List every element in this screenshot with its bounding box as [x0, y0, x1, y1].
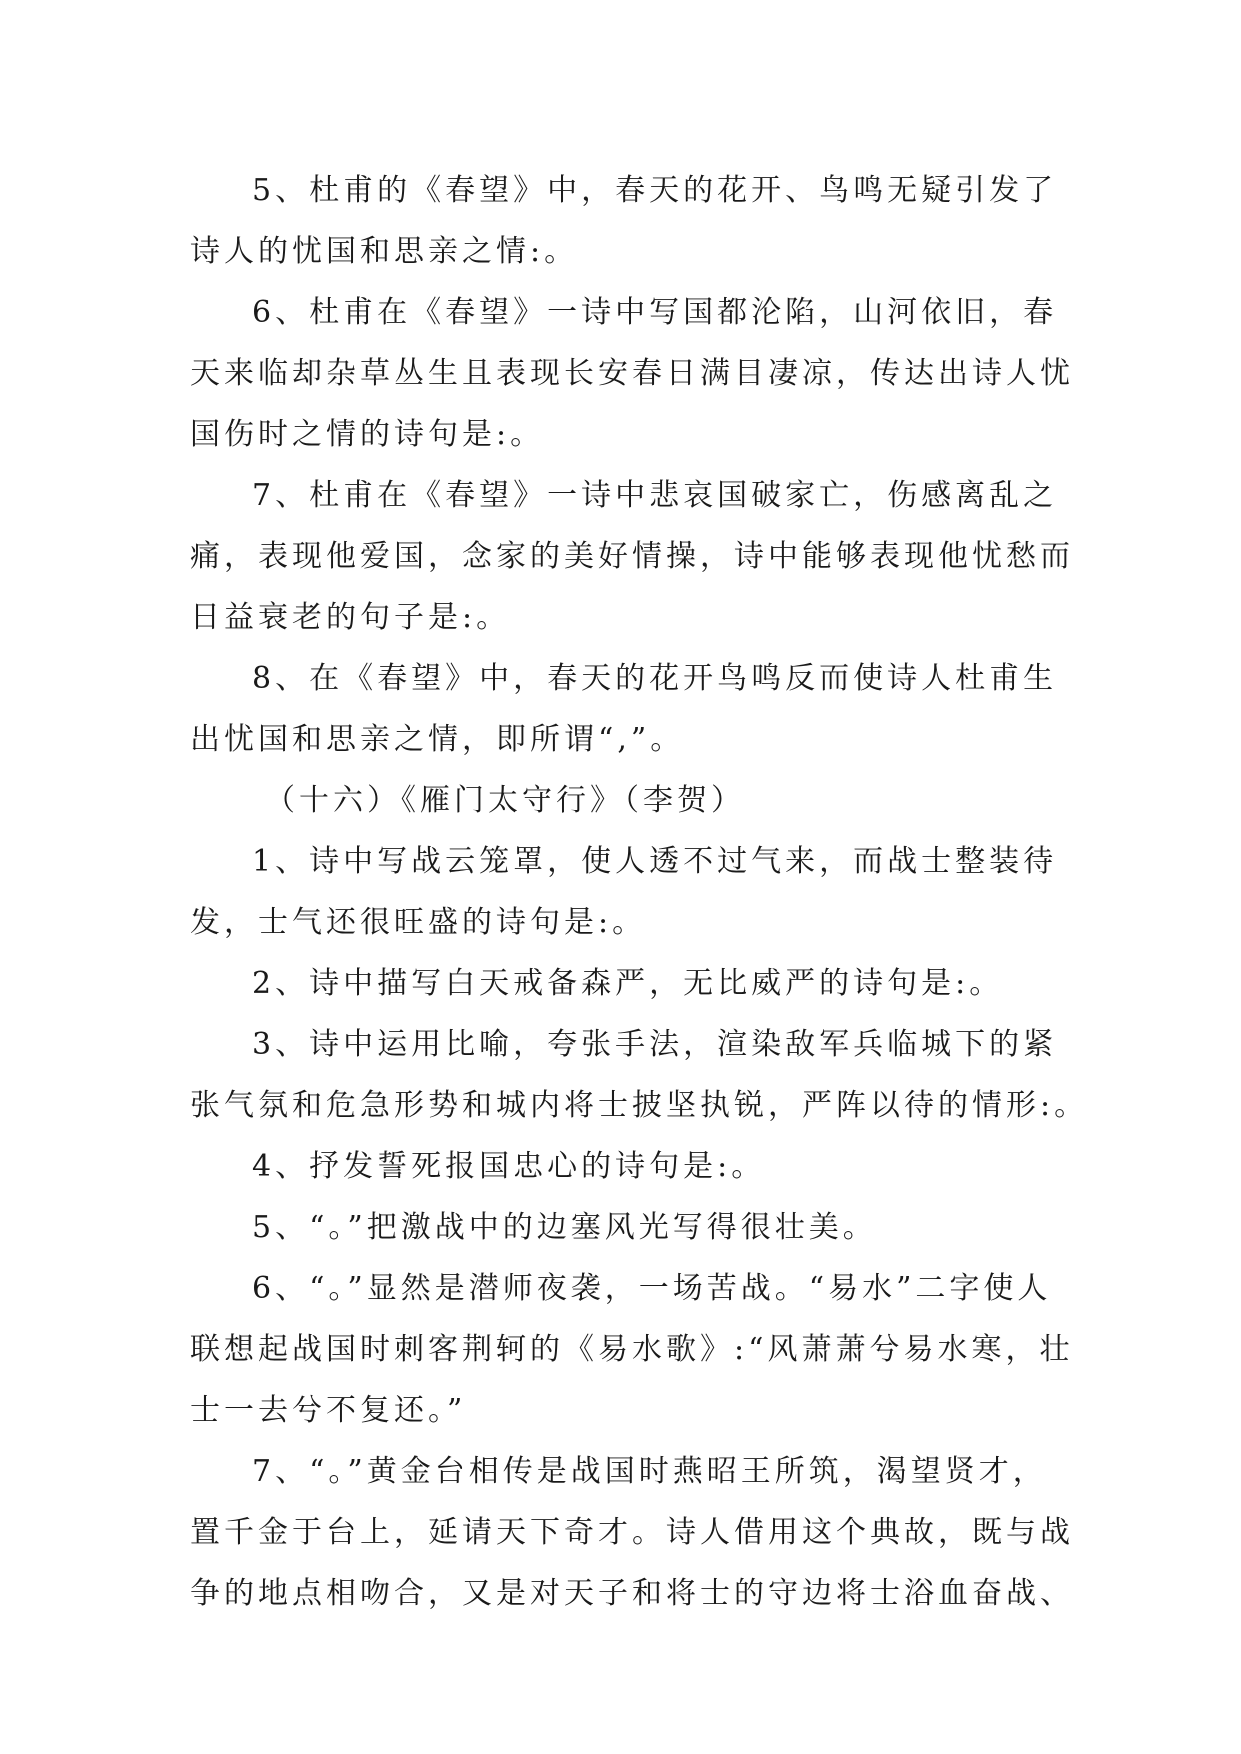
text-line: 痛，表现他爱国，念家的美好情操，诗中能够表现他忧愁而	[190, 539, 1074, 574]
text-line: 国伤时之情的诗句是:。	[190, 417, 545, 452]
question-paragraph	[190, 953, 1060, 1014]
text-line: 3、诗中运用比喻，夸张手法，渲染敌军兵临城下的紧	[252, 1027, 1058, 1062]
text-line: 1、诗中写战云笼罩，使人透不过气来，而战士整装待	[252, 844, 1058, 879]
text-line: 发，士气还很旺盛的诗句是:。	[190, 905, 647, 940]
text-line: 置千金于台上，延请天下奇才。诗人借用这个典故，既与战	[190, 1515, 1074, 1550]
text-line: 张气氛和危急形势和城内将士披坚执锐，严阵以待的情形:。	[190, 1088, 1089, 1123]
text-line: 诗人的忧国和思亲之情:。	[190, 234, 579, 269]
text-line: 5、杜甫的《春望》中，春天的花开、鸟鸣无疑引发了	[252, 173, 1058, 208]
section-heading: （十六）《雁门太守行》（李贺）	[265, 783, 745, 818]
text-line: 8、在《春望》中，春天的花开鸟鸣反而使诗人杜甫生	[252, 661, 1058, 696]
text-line: 4、抒发誓死报国忠心的诗句是:。	[252, 1149, 766, 1184]
question-paragraph	[190, 465, 1074, 648]
question-paragraph	[190, 831, 1060, 953]
text-line: 7、杜甫在《春望》一诗中悲哀国破家亡，伤感离乱之	[252, 478, 1058, 513]
text-line: 2、诗中描写白天戒备森严，无比威严的诗句是:。	[252, 966, 1004, 1001]
text-line: 天来临却杂草丛生且表现长安春日满目凄凉，传达出诗人忧	[190, 356, 1074, 391]
text-line: 联想起战国时刺客荆轲的《易水歌》:“风萧萧兮易水寒，壮	[190, 1332, 1074, 1367]
question-paragraph	[190, 160, 1060, 282]
question-paragraph	[190, 648, 1060, 770]
document-body	[190, 160, 1089, 1624]
text-line: 5、“。”把激战中的边塞风光写得很壮美。	[252, 1210, 877, 1245]
text-line: 6、“。”显然是潜师夜袭，一场苦战。“易水”二字使人	[252, 1271, 1052, 1306]
question-paragraph	[190, 1014, 1089, 1136]
question-paragraph	[190, 1197, 1060, 1258]
question-paragraph	[190, 282, 1074, 465]
text-line: 争的地点相吻合，又是对天子和将士的守边将士浴血奋战、	[190, 1576, 1074, 1611]
question-paragraph	[190, 1258, 1074, 1441]
text-line: 7、“。”黄金台相传是战国时燕昭王所筑，渴望贤才，	[252, 1454, 1047, 1489]
question-paragraph	[190, 1441, 1074, 1624]
question-paragraph	[190, 1136, 1060, 1197]
text-line: 士一去兮不复还。”	[190, 1393, 467, 1428]
text-line: 6、杜甫在《春望》一诗中写国都沦陷，山河依旧，春	[252, 295, 1058, 330]
text-line: 日益衰老的句子是:。	[190, 600, 511, 635]
text-line: 出忧国和思亲之情，即所谓“,”。	[190, 722, 685, 757]
